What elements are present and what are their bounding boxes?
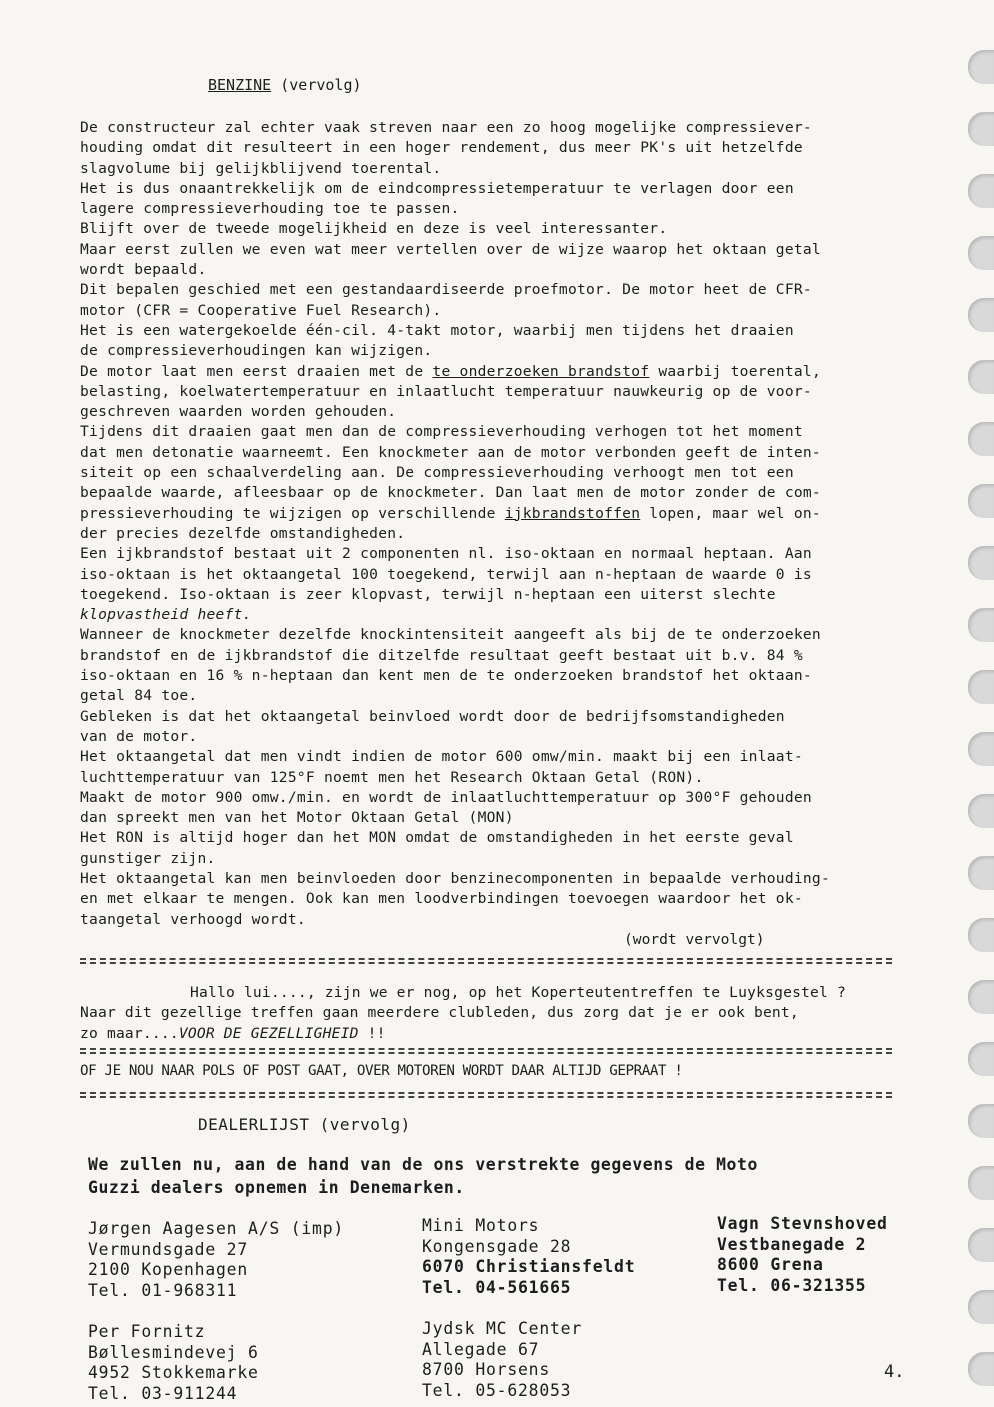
article-line: motor (CFR = Cooperative Fuel Research). <box>80 301 442 319</box>
article-body <box>80 118 920 930</box>
article-line: Wanneer de knockmeter dezelfde knockintensiteit aangeeft als bij de te onderzoeken <box>80 626 821 644</box>
notice-line: Hallo lui...., zijn we er nog, op het Koperteutentreffen te Luyksgestel ? <box>190 984 846 1001</box>
article-line: Tijdens dit draaien gaat men dan de compressieverhouding verhogen tot het moment <box>80 423 803 441</box>
punch-hole <box>968 1352 994 1386</box>
punch-hole <box>968 1228 994 1262</box>
article-line: Het RON is altijd hoger dan het MON omdat de omstandigheden in het eerste geval <box>80 829 794 847</box>
article-line: bepaalde waarde, afleesbaar op de knockmeter. Dan laat men de motor zonder de com- <box>80 484 821 502</box>
dealer-name: Per Fornitz <box>88 1322 206 1341</box>
punch-hole <box>968 918 994 952</box>
dealer-phone: Tel. 06-321355 <box>717 1275 867 1295</box>
article-line: wordt bepaald. <box>80 261 207 279</box>
punch-hole <box>968 980 994 1014</box>
underlined-term: ijkbrandstoffen <box>504 504 641 522</box>
dealer-phone: Tel. 01-968311 <box>88 1280 238 1300</box>
article-line <box>80 504 920 524</box>
punch-hole <box>968 732 994 766</box>
dealer-street: Kongensgade 28 <box>422 1236 572 1256</box>
punch-hole <box>968 794 994 828</box>
dealer-phone: Tel. 05-628053 <box>422 1380 572 1400</box>
dealer-city: 8600 Grena <box>717 1255 824 1274</box>
article-line: Een ijkbrandstof bestaat uit 2 componenten nl. iso-oktaan en normaal heptaan. Aan <box>80 545 812 563</box>
dealer-street: Vestbanegade 2 <box>717 1234 867 1254</box>
club-notice <box>80 983 930 1044</box>
divider <box>80 1092 892 1098</box>
article-line: van de motor. <box>80 727 198 745</box>
article-line: getal 84 toe. <box>80 687 198 705</box>
dealer-name: Jørgen Aagesen A/S (imp) <box>88 1219 345 1238</box>
continued-note: (wordt vervolgt) <box>624 931 765 948</box>
article-line: gunstiger zijn. <box>80 849 216 867</box>
dealer-city: 2100 Kopenhagen <box>88 1260 249 1279</box>
intro-line: We zullen nu, aan de hand van de ons verstrekte gegevens de Moto <box>88 1155 758 1174</box>
article-line: Het oktaangetal kan men beinvloeden door benzinecomponenten in bepaalde verhouding- <box>80 869 831 887</box>
dealer-name: Jydsk MC Center <box>422 1319 583 1338</box>
punch-hole <box>968 174 994 208</box>
slogan: OF JE NOU NAAR POLS OF POST GAAT, OVER MOTOREN WORDT DAAR ALTIJD GEPRAAT ! <box>80 1063 683 1079</box>
dealer-city: 6070 Christiansfeldt <box>422 1257 636 1276</box>
article-line: Maar eerst zullen we even wat meer vertellen over de wijze waarop het oktaan getal <box>80 240 821 258</box>
dealer-entry <box>422 1319 582 1401</box>
text-span: pressieverhouding te wijzigen op verschillende <box>80 504 505 522</box>
article-line: Blijft over de tweede mogelijkheid en deze is veel interessanter. <box>80 220 668 238</box>
article-line <box>80 362 920 382</box>
dealer-intro <box>88 1153 758 1199</box>
article-line: der precies dezelfde omstandigheden. <box>80 524 406 542</box>
dealer-entry <box>88 1322 259 1404</box>
text-span: !! <box>358 1024 386 1042</box>
punch-hole <box>968 546 994 580</box>
punch-hole <box>968 484 994 518</box>
dealer-city: 4952 Stokkemarke <box>88 1363 259 1382</box>
dealer-name: Mini Motors <box>422 1216 540 1235</box>
article-line: siteit op een schaalverdeling aan. De compressieverhouding verhoogt men tot een <box>80 464 794 482</box>
dealer-street: Vermundsgade 27 <box>88 1239 249 1259</box>
dealer-list-title: DEALERLIJST (vervolg) <box>198 1115 411 1134</box>
punch-hole <box>968 1290 994 1324</box>
text-span: waarbij toerental, <box>649 362 821 380</box>
article-line: dan spreekt men van het Motor Oktaan Getal (MON) <box>80 809 514 827</box>
title-main: BENZINE <box>208 76 272 94</box>
article-line: luchttemperatuur van 125°F noemt men het Research Oktaan Getal (RON). <box>80 768 704 786</box>
article-line: geschreven waarden worden gehouden. <box>80 403 397 421</box>
punch-hole <box>968 1104 994 1138</box>
punch-hole <box>968 236 994 270</box>
article-line: Dit bepalen geschied met een gestandaardiseerde proefmotor. De motor heet de CFR- <box>80 281 812 299</box>
dealer-entry <box>88 1219 344 1301</box>
punch-hole <box>968 360 994 394</box>
article-line: taangetal verhoogd wordt. <box>80 910 306 928</box>
intro-line: Guzzi dealers opnemen in Denemarken. <box>88 1178 465 1197</box>
text-span: zo maar.... <box>80 1024 179 1042</box>
divider <box>80 958 892 964</box>
dealer-phone: Tel. 03-911244 <box>88 1383 238 1403</box>
article-line: slagvolume bij gelijkblijvend toerental. <box>80 159 442 177</box>
article-line: De constructeur zal echter vaak streven naar een zo hoog mogelijke compressiever- <box>80 119 812 136</box>
article-line: houding omdat dit resulteert in een hoger rendement, dus meer PK's uit hetzelfde <box>80 139 803 157</box>
section-title <box>208 76 362 94</box>
notice-line <box>80 1024 930 1044</box>
dealer-name: Vagn Stevnshoved <box>717 1214 888 1233</box>
article-line: de compressieverhoudingen kan wijzigen. <box>80 342 433 360</box>
notice-line: Naar dit gezellige treffen gaan meerdere clubleden, dus zorg dat je er ook bent, <box>80 1004 799 1022</box>
article-line: dat men detonatie waarneemt. Een knockmeter aan de motor verbonden geeft de inten- <box>80 443 821 461</box>
dealer-phone: Tel. 04-561665 <box>422 1277 572 1297</box>
dealer-city: 8700 Horsens <box>422 1360 551 1379</box>
punch-hole <box>968 422 994 456</box>
article-line: en met elkaar te mengen. Ook kan men loodverbindingen toevoegen waardoor het ok- <box>80 890 803 908</box>
dealer-street: Bøllesmindevej 6 <box>88 1342 259 1362</box>
article-line: iso-oktaan is het oktaangetal 100 toegekend, terwijl aan n-heptaan de waarde 0 is <box>80 565 812 583</box>
italic-phrase: VOOR DE GEZELLIGHEID <box>178 1024 359 1042</box>
article-line: Maakt de motor 900 omw./min. en wordt de inlaatluchttemperatuur op 300°F gehouden <box>80 788 812 806</box>
punch-hole <box>968 112 994 146</box>
article-line: brandstof en de ijkbrandstof die ditzelfde resultaat geeft bestaat uit b.v. 84 % <box>80 646 803 664</box>
punch-hole <box>968 670 994 704</box>
article-line: toegekend. Iso-oktaan is zeer klopvast, terwijl n-heptaan een uiterst slechte <box>80 585 776 603</box>
text-span: lopen, maar wel on- <box>640 504 821 522</box>
article-line: Het is dus onaantrekkelijk om de eindcompressietemperatuur te verlagen door een <box>80 179 794 197</box>
article-line: Het is een watergekoelde één-cil. 4-takt motor, waarbij men tijdens het draaien <box>80 321 794 339</box>
punch-hole <box>968 608 994 642</box>
dealer-entry <box>422 1216 635 1298</box>
article-line: iso-oktaan en 16 % n-heptaan dan kent men de te onderzoeken brandstof het oktaan- <box>80 667 812 685</box>
title-suffix: (vervolg) <box>271 76 362 94</box>
underlined-term: te onderzoeken brandstof <box>432 362 650 380</box>
punch-holes <box>964 50 994 1400</box>
dealer-street: Allegade 67 <box>422 1339 540 1359</box>
dealer-entry <box>717 1214 888 1296</box>
article-line: klopvastheid heeft. <box>80 606 252 624</box>
punch-hole <box>968 298 994 332</box>
punch-hole <box>968 856 994 890</box>
text-span: De motor laat men eerst draaien met de <box>80 362 433 380</box>
article-line: belasting, koelwatertemperatuur en inlaatlucht temperatuur nauwkeurig op de voor- <box>80 382 812 400</box>
article-line: lagere compressieverhouding toe te passen. <box>80 200 460 218</box>
article-line: Gebleken is dat het oktaangetal beinvloed wordt door de bedrijfsomstandigheden <box>80 707 785 725</box>
punch-hole <box>968 50 994 84</box>
divider <box>80 1048 892 1054</box>
punch-hole <box>968 1042 994 1076</box>
punch-hole <box>968 1166 994 1200</box>
page-number: 4. <box>884 1362 905 1382</box>
article-line: Het oktaangetal dat men vindt indien de motor 600 omw/min. maakt bij een inlaat- <box>80 748 803 766</box>
